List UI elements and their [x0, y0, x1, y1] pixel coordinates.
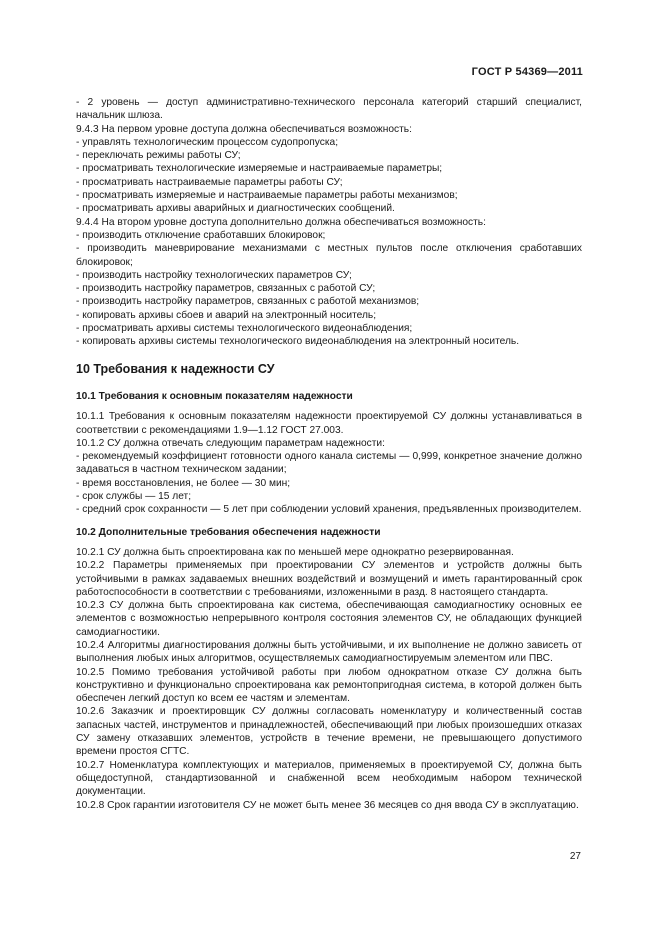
paragraph: 10.2.1 СУ должна быть спроектирована как по меньшей мере однократно резервированная.: [76, 546, 514, 558]
list-item: - просматривать технологические измеряемые и настраиваемые параметры;: [76, 163, 443, 175]
list-item: - производить настройку параметров, связанных с работой механизмов;: [76, 296, 420, 308]
list-item: - переключать режимы работы СУ;: [76, 150, 241, 162]
paragraph: 10.2.7 Номенклатура комплектующих и материалов, применяемых в проектируемой СУ, должна быть общедоступной, стандартизованной и снабженной всем необходимым набором технической документации.: [76, 759, 582, 798]
document-id-header: ГОСТ Р 54369—2011: [471, 66, 583, 78]
section-heading: 10 Требования к надежности СУ: [76, 361, 275, 376]
paragraph: 10.1.1 Требования к основным показателям надежности проектируемой СУ должны устанавливаться в соответствии с рекомендациями 1.9—1.12 ГОСТ 27.003.: [76, 411, 582, 436]
list-item: - средний срок сохранности — 5 лет при соблюдении условий хранения, предъявленных производителем.: [76, 504, 582, 516]
paragraph: 10.2.3 СУ должна быть спроектирована как система, обеспечивающая самодиагностику основных ее элементов с возможностью непрерывного контроля состояния элементов СУ, не обладающих функцией самодиагностики.: [76, 600, 582, 638]
list-item: - время восстановления, не более — 30 мин;: [76, 477, 291, 489]
list-item: - просматривать настраиваемые параметры работы СУ;: [76, 176, 343, 188]
list-item: - производить маневрирование механизмами с местных пультов после отключения сработавших блокировок;: [76, 243, 582, 268]
list-item: - копировать архивы сбоев и аварий на электронный носитель;: [76, 309, 377, 321]
paragraph: 10.2.6 Заказчик и проектировщик СУ должны согласовать номенклатуру и количественный состав запасных частей, инструментов и принадлежностей, обеспечивающий при любых произошедших отказах СУ замену отказавших элементов, устройств в течение времени, не превышающего допустимого времени простоя СГТС.: [76, 706, 582, 758]
document-body: [76, 96, 582, 812]
paragraph: 10.2.5 Помимо требования устойчивой работы при любом однократном отказе СУ должна быть конструктивно и функционально спроектирована как ремонтопригодная система, в которой должен быть обеспечен легкий доступ ко всем ее частям и элементам.: [76, 666, 582, 705]
paragraph: 10.2.8 Срок гарантии изготовителя СУ не может быть менее 36 месяцев со дня ввода СУ в эксплуатацию.: [76, 799, 579, 811]
list-item: - производить отключение сработавших блокировок;: [76, 229, 326, 241]
list-item: - просматривать архивы системы технологического видеонаблюдения;: [76, 323, 413, 335]
subsection-heading: 10.2 Дополнительные требования обеспечения надежности: [76, 526, 381, 538]
list-item: - просматривать измеряемые и настраиваемые параметры работы механизмов;: [76, 190, 458, 202]
list-item: - просматривать архивы аварийных и диагностических сообщений.: [76, 203, 395, 215]
list-item: - срок службы — 15 лет;: [76, 491, 192, 503]
list-item: - управлять технологическим процессом судопропуска;: [76, 136, 339, 148]
page-number: 27: [569, 851, 581, 862]
paragraph: 10.2.4 Алгоритмы диагностирования должны быть устойчивыми, и их выполнение не должно зависеть от выполнения любых иных алгоритмов, осуществляемых самодиагностируемым элементом или ПВС.: [76, 639, 582, 665]
paragraph: 9.4.4 На втором уровне доступа дополнительно должна обеспечиваться возможность:: [76, 216, 486, 228]
paragraph: 10.1.2 СУ должна отвечать следующим параметрам надежности:: [76, 437, 385, 449]
list-item: - 2 уровень — доступ административно-технического персонала категорий старший специалист, начальник шлюза.: [76, 97, 582, 122]
subsection-heading: 10.1 Требования к основным показателям надежности: [76, 390, 353, 402]
paragraph: 10.2.2 Параметры применяемых при проектировании СУ элементов и устройств должны быть устойчивыми в рамках задаваемых внешних воздействий и возмущений и иметь гарантированный срок работоспособности в соответствии с требованиями, изложенными в разд. 8 настоящего стандарта.: [76, 560, 582, 598]
list-item: - производить настройку параметров, связанных с работой СУ;: [76, 283, 376, 295]
list-item: - копировать архивы системы технологического видеонаблюдения на электронный носитель.: [76, 336, 520, 348]
paragraph: 9.4.3 На первом уровне доступа должна обеспечиваться возможность:: [76, 123, 412, 135]
list-item: - рекомендуемый коэффициент готовности одного канала системы — 0,999, конкретное значение должно задаваться в частном техническом задании;: [76, 451, 582, 476]
list-item: - производить настройку технологических параметров СУ;: [76, 269, 352, 281]
